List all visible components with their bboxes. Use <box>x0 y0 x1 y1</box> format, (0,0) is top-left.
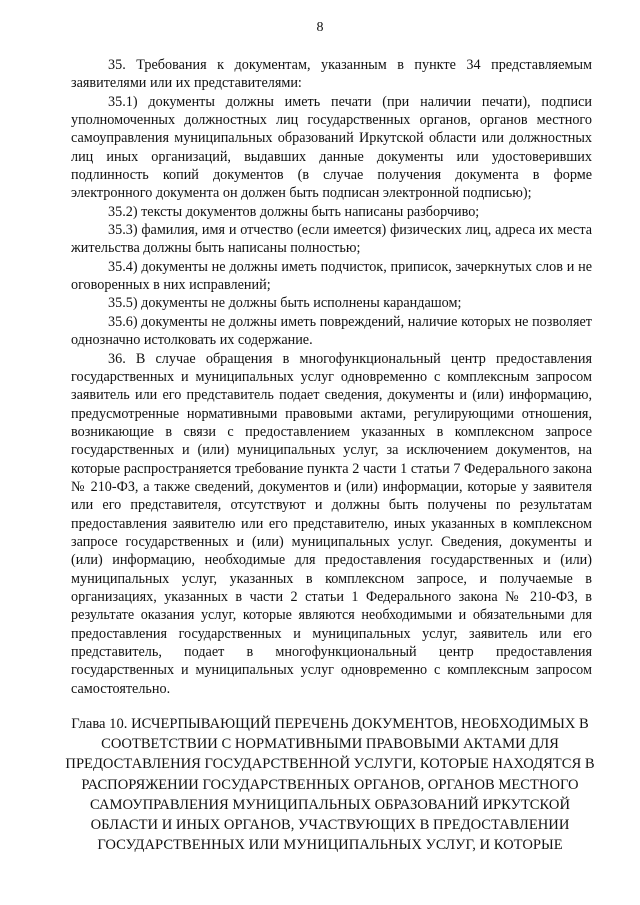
paragraph-35-6: 35.6) документы не должны иметь повреждений, наличие которых не позволяет однозначно истолковать их содержание. <box>71 313 592 349</box>
page-number: 8 <box>316 20 324 35</box>
paragraph-35-2: 35.2) тексты документов должны быть написаны разборчиво; <box>108 203 480 220</box>
paragraph-35-3: 35.3) фамилия, имя и отчество (если имеется) физических лиц, адреса их места жительства должны быть написаны полностью; <box>71 222 592 257</box>
chapter-heading: Глава 10. ИСЧЕРПЫВАЮЩИЙ ПЕРЕЧЕНЬ ДОКУМЕНТОВ, НЕОБХОДИМЫХ В СООТВЕТСТВИИ С НОРМАТИВНЫМИ ПРАВОВЫМИ АКТАМИ ДЛЯ ПРЕДОСТАВЛЕНИЯ ГОСУДАРСТВЕННОЙ УСЛУГИ, КОТОРЫЕ НАХОДЯТСЯ В РАСПОРЯЖЕНИИ ГОСУДАРСТВЕННЫХ ОРГАНОВ, ОРГАНОВ МЕСТНОГО САМОУПРАВЛЕНИЯ МУНИЦИПАЛЬНЫХ ОБРАЗОВАНИЙ ИРКУТСКОЙ ОБЛАСТИ И ИНЫХ ОРГАНОВ, УЧАСТВУЮЩИХ В ПРЕДОСТАВЛЕНИИ ГОСУДАРСТВЕННЫХ ИЛИ МУНИЦИПАЛЬНЫХ УСЛУГ, И КОТОРЫЕ <box>65 716 595 854</box>
paragraph-35: 35. Требования к документам, указанным в пункте 34 представляемым заявителями или их представителями: <box>71 57 592 92</box>
paragraph-35-5: 35.5) документы не должны быть исполнены карандашом; <box>108 295 462 312</box>
paragraph-36: 36. В случае обращения в многофункциональный центр предоставления государственных и муниципальных услуг одновременно с комплексным запросом заявитель или его представитель подает сведения, документы и (или) информацию, предусмотренные нормативными правовыми актами, регулирующими отношения, возникающие в связи с предоставлением указанных в комплексном запросе государственных и (или) муниципальных услуг, за исключением документов, на которые распространяется требование пункта 2 части 1 статьи 7 Федерального закона № 210-ФЗ, а также сведений, документов и (или) информации, которые у заявителя или его представителя, отсутствуют и должны быть получены по результатам предоставления заявителю или его представителю, иных указанных в комплексном запросе государственных и (или) муниципальных услуг. Сведения, документы и (или) информацию, необходимые для предоставления государственных и (или) муниципальных услуг, указанных в комплексном запросе, и получаемые в организациях, указанных в части 2 статьи 1 Федерального закона № 210-ФЗ, в результате оказания услуг, которые являются необходимыми и обязательными для предоставления государственных и муниципальных услуг, заявитель или его представитель, подает в многофункциональный центр предоставления государственных и муниципальных услуг одновременно с комплексным запросом самостоятельно. <box>71 350 592 697</box>
paragraph-35-4: 35.4) документы не должны иметь подчисток, приписок, зачеркнутых слов и не оговоренных в них исправлений; <box>71 258 592 294</box>
document-body <box>71 56 592 698</box>
paragraph-35-1: 35.1) документы должны иметь печати (при наличии печати), подписи уполномоченных должностных лиц государственных органов, органов местного самоуправления муниципальных образований Иркутской области или должностных лиц иных организаций, выдавших данные документы или удостоверивших подлинность копий документов (в случае получения документа в форме электронного документа он должен быть подписан электронной подписью); <box>71 93 592 202</box>
